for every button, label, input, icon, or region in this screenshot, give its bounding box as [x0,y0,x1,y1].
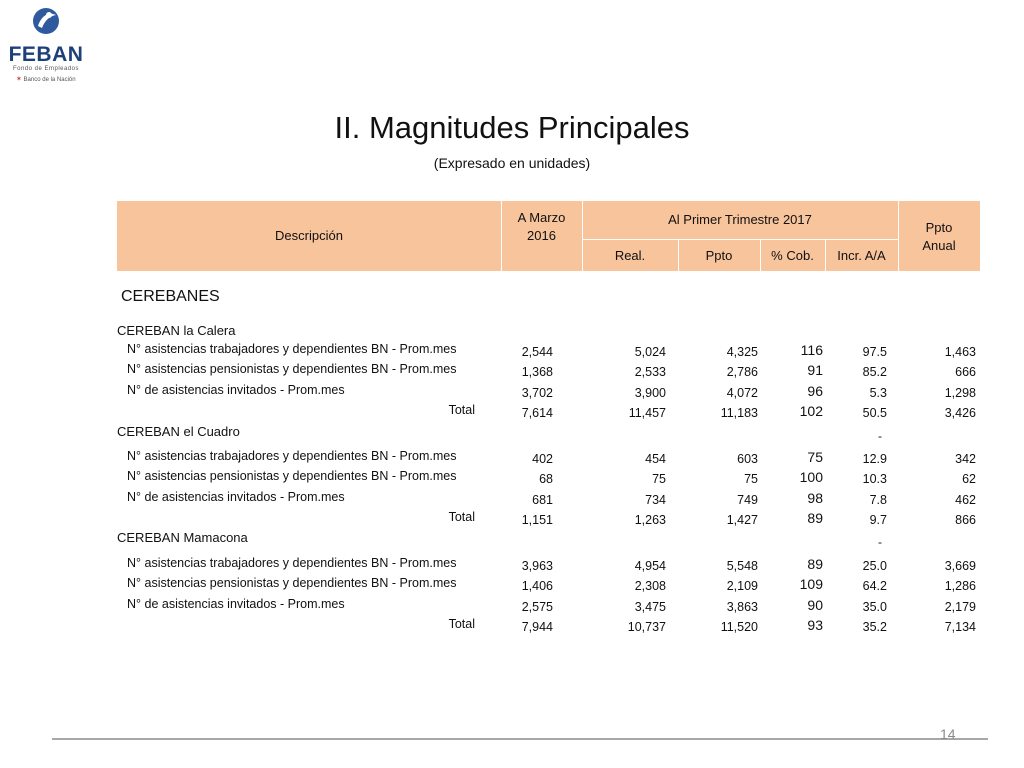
cell-incr: 64.2 [862,579,887,593]
table-header [117,201,980,271]
cell-incr: 97.5 [862,345,887,359]
cell-anual: 1,286 [944,579,976,593]
cell-anual: 7,134 [944,620,976,634]
cell-marzo: 2,575 [521,600,553,614]
cell-incr: 9.7 [869,513,887,527]
table-row [117,340,980,360]
table-row [117,554,980,574]
cell-ppto: 11,520 [720,620,758,634]
cell-real: 11,457 [628,406,666,420]
cell-anual: 1,463 [944,345,976,359]
row-description: N° de asistencias invitados - Prom.mes [127,383,345,397]
cell-incr: 12.9 [862,452,887,466]
cell-ppto: 75 [744,472,758,486]
row-description: N° de asistencias invitados - Prom.mes [127,490,345,504]
table-row [117,574,980,594]
cell-anual: 3,669 [944,559,976,573]
header-a-marzo-year: 2016 [527,228,556,243]
cell-incr: 50.5 [862,406,887,420]
section-title: CEREBANES [121,288,220,305]
cell-ppto: 4,325 [726,345,758,359]
cell-real: 3,900 [634,386,666,400]
bank-star-icon: ✶ [16,76,22,83]
cell-anual: 666 [955,365,976,379]
cell-real: 75 [652,472,666,486]
feban-globe-icon [32,6,60,36]
header-ppto-anual [898,217,980,257]
table-row [117,595,980,615]
cell-cob: 96 [807,383,823,399]
total-label: Total [448,510,475,524]
cell-marzo: 2,544 [521,345,553,359]
table-row [117,467,980,487]
cell-incr: 85.2 [862,365,887,379]
cell-marzo: 7,614 [521,406,553,420]
row-description: N° asistencias pensionistas y dependientes BN - Prom.mes [127,469,457,483]
cell-marzo: 68 [539,472,553,486]
cell-marzo: 681 [532,493,553,507]
row-description: N° asistencias pensionistas y dependientes BN - Prom.mes [127,576,457,590]
cell-real: 10,737 [627,620,666,634]
header-a-marzo [501,207,582,247]
header-real: Real. [614,248,646,263]
cell-anual: 2,179 [944,600,976,614]
cell-marzo: 7,944 [521,620,553,634]
cell-cob: 93 [807,617,823,633]
logo-subtitle: Fondo de Empleados [12,66,80,72]
cell-anual: 342 [955,452,976,466]
cell-marzo: 3,963 [521,559,553,573]
cell-anual: 866 [955,513,976,527]
footer-divider [52,738,988,740]
header-incr: Incr. A/A [837,248,886,263]
page-number: 14 [940,726,956,742]
header-ppto-anual-label: Ppto [925,220,953,235]
row-description: N° de asistencias invitados - Prom.mes [127,597,345,611]
table-row-total [117,401,980,421]
cell-incr: 5.3 [869,386,887,400]
header-cob: % Cob. [771,248,814,263]
cell-cob: 98 [807,490,823,506]
cell-ppto: 749 [737,493,758,507]
cell-ppto: 2,109 [726,579,758,593]
table-row [117,488,980,508]
logo-bank-name: Banco de la Nación [23,77,76,83]
cell-incr: 7.8 [869,493,887,507]
cell-real: 4,954 [634,559,666,573]
row-description: N° asistencias trabajadores y dependientes BN - Prom.mes [127,342,457,356]
cell-real: 734 [645,493,666,507]
row-description: N° asistencias trabajadores y dependientes BN - Prom.mes [127,449,457,463]
header-ppto-anual-label-2: Anual [922,238,956,253]
group-title: CEREBAN el Cuadro [117,424,240,439]
page-subtitle: (Expresado en unidades) [433,155,591,171]
cell-incr: 25.0 [862,559,887,573]
header-a-marzo-label: A Marzo [517,210,566,225]
logo-name: FEBAN [8,43,84,66]
cell-incr: 35.2 [862,620,887,634]
feban-logo [6,6,86,84]
total-label: Total [448,617,475,631]
cell-ppto: 5,548 [726,559,758,573]
cell-ppto: 603 [737,452,758,466]
cell-real: 2,308 [634,579,666,593]
cell-cob: 75 [807,449,823,465]
header-primer-trimestre: Al Primer Trimestre 2017 [668,212,812,227]
cell-real: 2,533 [634,365,666,379]
cell-cob: 90 [807,597,823,613]
group-dash: - [878,535,882,549]
table-row [117,447,980,467]
table-row [117,381,980,401]
cell-cob: 100 [799,469,823,485]
group-dash: - [878,429,882,443]
cell-marzo: 402 [532,452,553,466]
cell-ppto: 2,786 [726,365,758,379]
cell-marzo: 1,368 [521,365,553,379]
header-ppto: Ppto [705,248,733,263]
cell-cob: 89 [807,556,823,572]
cell-ppto: 4,072 [726,386,758,400]
cell-cob: 116 [800,342,823,358]
cell-incr: 10.3 [862,472,887,486]
cell-cob: 91 [807,362,823,378]
table-row [117,360,980,380]
cell-ppto: 3,863 [726,600,758,614]
page-title: II. Magnitudes Principales [334,110,690,145]
cell-ppto: 11,183 [720,406,758,420]
cell-real: 454 [645,452,666,466]
cell-marzo: 1,151 [521,513,553,527]
header-descripcion: Descripción [275,228,343,243]
cell-marzo: 1,406 [521,579,553,593]
cell-real: 3,475 [634,600,666,614]
cell-incr: 35.0 [862,600,887,614]
cell-cob: 109 [799,576,823,592]
total-label: Total [448,403,475,417]
table-row-total [117,615,980,635]
cell-cob: 102 [799,403,823,419]
cell-ppto: 1,427 [726,513,758,527]
cell-real: 1,263 [634,513,666,527]
cell-anual: 3,426 [944,406,976,420]
cell-cob: 89 [807,510,823,526]
cell-anual: 1,298 [944,386,976,400]
group-title: CEREBAN Mamacona [117,530,248,545]
table-row-total [117,508,980,528]
cell-anual: 62 [962,472,976,486]
group-title: CEREBAN la Calera [117,323,236,338]
cell-marzo: 3,702 [521,386,553,400]
row-description: N° asistencias pensionistas y dependientes BN - Prom.mes [127,362,457,376]
logo-bank [16,75,76,83]
cell-anual: 462 [955,493,976,507]
cell-real: 5,024 [634,345,666,359]
row-description: N° asistencias trabajadores y dependientes BN - Prom.mes [127,556,457,570]
